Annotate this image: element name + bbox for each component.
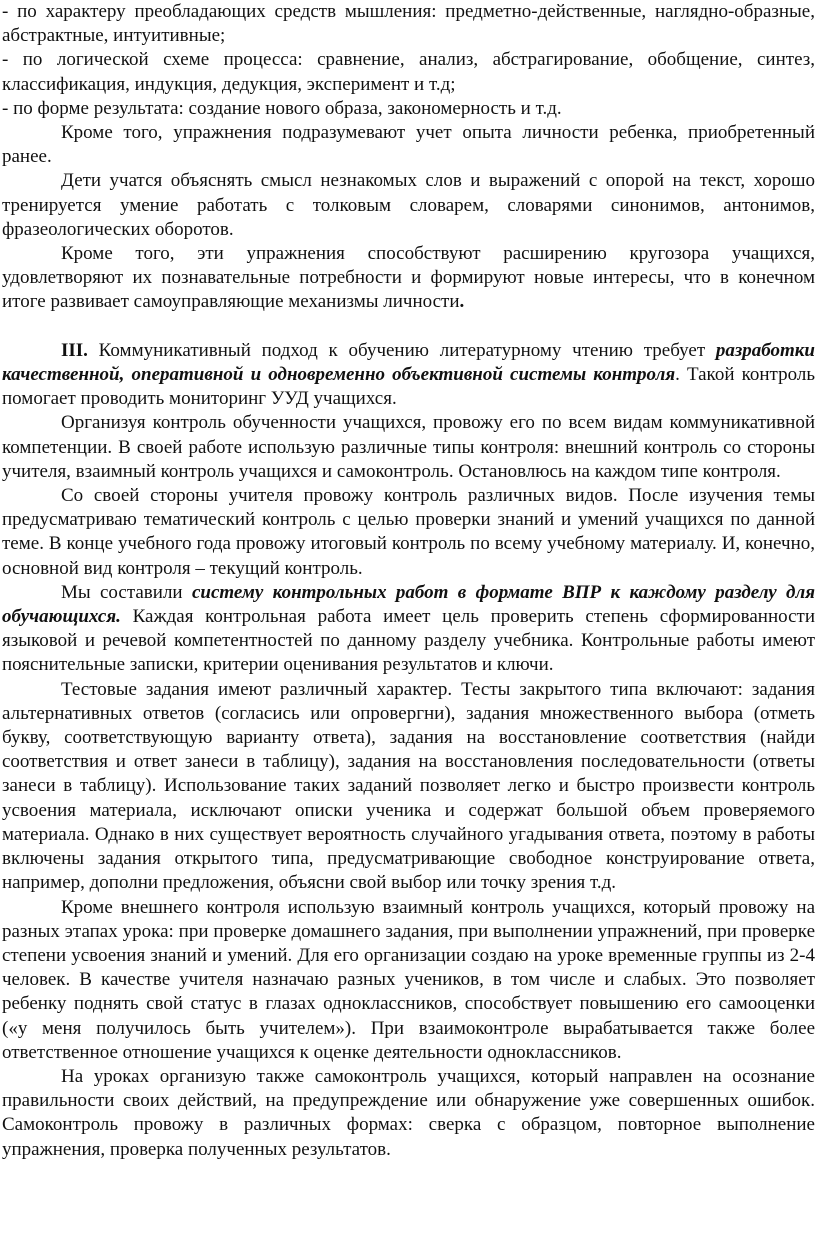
paragraph-teacher-control: Со своей стороны учителя провожу контроль различных видов. После изучения темы предусматриваю тематический контроль с целью проверки знаний и умений учащихся по данной теме. В конце учебного года провожу итоговый контроль по всему учебному материалу. И, конечно, основной вид контроля – текущий контроль.: [2, 485, 815, 579]
list-item-result-form: - по форме результата: создание нового образа, закономерность и т.д.: [2, 97, 562, 119]
paragraph-dictionaries: Дети учатся объяснять смысл незнакомых слов и выражений с опорой на текст, хорошо тренируется умение работать с толковым словарем, словарями синонимов, антонимов, фразеологических оборотов.: [2, 170, 815, 240]
paragraph-outlook: [2, 242, 815, 315]
paragraph-control-types: Организуя контроль обученности учащихся, провожу его по всем видам коммуникативной компетенции. В своей работе использую различные типы контроля: внешний контроль со стороны учителя, взаимный контроль учащихся и самоконтроль. Остановлюсь на каждом типе контроля.: [2, 412, 815, 482]
paragraph-mutual-control: Кроме внешнего контроля использую взаимный контроль учащихся, который провожу на разных этапах урока: при проверке домашнего задания, при выполнении упражнений, при проверке степени усвоения знаний и умений. Для его организации создаю на уроке временные группы из 2-4 человек. В качестве учителя назначаю разных учеников, в том числе и слабых. Это позволяет ребенку поднять свой статус в глазах одноклассников, способствует повышению его самооценки («у меня получилось быть учителем»). При взаимоконтроле вырабатывается также более ответственное отношение учащихся к оценке деятельности одноклассников.: [2, 896, 815, 1063]
section-numeral: III.: [61, 339, 88, 361]
list-item-logical-scheme: - по логической схеме процесса: сравнение, анализ, абстрагирование, обобщение, синтез, классификация, индукция, дедукция, эксперимент и т.д;: [2, 49, 815, 95]
list-item-thinking-means: - по характеру преобладающих средств мышления: предметно-действенные, наглядно-образные, абстрактные, интуитивные;: [2, 1, 815, 47]
paragraph-outlook-period: .: [459, 291, 465, 313]
paragraph-vpr-system: [2, 581, 815, 678]
paragraph-self-control: На уроках организую также самоконтроль учащихся, который направлен на осознание правильности своих действий, на предупреждение или обнаружение уже совершенных ошибок. Самоконтроль провожу в различных формах: сверка с образцом, повторное выполнение упражнения, проверка полученных результатов.: [2, 1065, 815, 1160]
section-three-text-b: . Такой контроль помогает проводить мониторинг УУД учащихся.: [2, 364, 815, 410]
section-three-paragraph: [2, 339, 815, 412]
section-three-emphasis: разработки качественной, оперативной и одновременно объективной системы контроля: [2, 339, 815, 386]
paragraph-experience: Кроме того, упражнения подразумевают учет опыта личности ребенка, приобретенный ранее.: [2, 122, 815, 168]
paragraph-outlook-text: Кроме того, эти упражнения способствуют расширению кругозора учащихся, удовлетворяют их познавательные потребности и формируют новые интересы, что в конечном итоге развивает самоуправляющие механизмы личности: [2, 243, 815, 313]
section-three-text-a: Коммуникативный подход к обучению литературному чтению требует: [87, 339, 716, 361]
paragraph-test-tasks: Тестовые задания имеют различный характер. Тесты закрытого типа включают: задания альтернативных ответов (согласись или опровергни), задания множественного выбора (отметь букву, соответствующую варианту ответа), задания на восстановление соответствия (найди соответствия и ответ занеси в таблицу), задания на восстановления последовательности (ответы занеси в таблицу). Использование таких заданий позволяет легко и быстро произвести контроль усвоения материала, исключают описки ученика и содержат большой объем проверяемого материала. Однако в них существует вероятность случайного угадывания ответа, поэтому в работы включены задания открытого типа, предусматривающие свободное конструирование ответа, например, дополни предложения, объясни свой выбор или точку зрения т.д.: [2, 678, 815, 894]
paragraph-vpr-text-b: Каждая контрольная работа имеет цель проверить степень сформированности языковой и речевой компетентностей по данному разделу учебника. Контрольные работы имеют пояснительные записки, критерии оценивания результатов и ключи.: [2, 606, 815, 676]
paragraph-vpr-text-a: Мы составили: [61, 581, 192, 603]
paragraph-vpr-emphasis: систему контрольных работ в формате ВПР к каждому разделу для обучающихся.: [2, 581, 815, 628]
